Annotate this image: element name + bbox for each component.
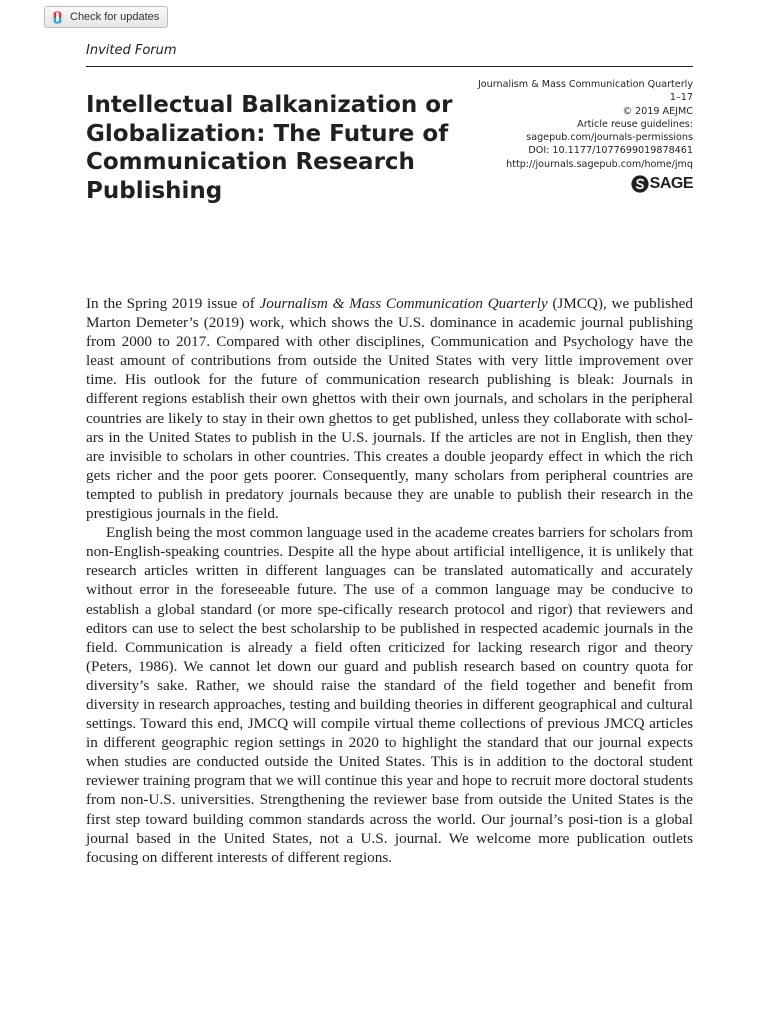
sage-circle-s-icon <box>631 175 649 193</box>
paragraph-1 <box>86 294 693 523</box>
p1-intro: In the Spring 2019 issue of <box>86 295 260 312</box>
article-body <box>86 294 693 867</box>
journal-meta <box>478 78 693 171</box>
journal-url[interactable]: http://journals.sagepub.com/home/jmq <box>506 158 693 170</box>
permissions-link[interactable]: sagepub.com/journals-permissions <box>526 132 693 144</box>
sage-logo <box>631 175 693 193</box>
article-title: Intellectual Balkanization or Globalization: The Future of Communication Research Publishing <box>86 92 453 204</box>
journal-name: Journalism & Mass Communication Quarterly <box>477 79 693 90</box>
copyright: © 2019 AEJMC <box>622 105 693 117</box>
doi[interactable]: DOI: 10.1177/1077699019878461 <box>528 145 693 157</box>
crossmark-icon <box>50 10 65 25</box>
publisher-name: SAGE <box>649 175 693 192</box>
reuse-guidelines: Article reuse guidelines: <box>577 118 693 130</box>
page-range: 1–17 <box>669 92 693 104</box>
check-for-updates-button[interactable] <box>44 6 168 28</box>
journal-title-italic: Journalism & Mass Communication Quarterly <box>259 295 548 312</box>
header-rule <box>86 66 693 67</box>
check-for-updates-label: Check for updates <box>70 11 160 23</box>
p1-rest: (JMCQ), we published Marton Demeter’s (2019) work, which shows the U.S. dominance in academic journal publishing from 2000 to 2017. Compared with other disciplines, Communication and Psychology have the least amount of contributions from outside the United States with very little improvement over time. His outlook for the future of communication research publishing is bleak: Journals in different regions establish their own ghettos with their own journals, and scholars in the peripheral countries are likely to stay in their own ghettos to get published, unless they collaborate with schol-ars in the United States to publish in the U.S. journals. If the articles are not in English, then they are invisible to scholars in other countries. This creates a double jeopardy effect in which the rich gets richer and the poor gets poorer. Consequently, many scholars from peripheral countries are tempted to publish in predatory journals because they are unable to publish their research in the prestigious journals in the field. <box>86 295 693 523</box>
section-label: Invited Forum <box>86 43 177 58</box>
paragraph-2: English being the most common language used in the academe creates barriers for scholars from non-English-speaking countries. Despite all the hype about artificial intelligence, it is unlikely that research articles written in different languages can be translated automatically and accurately without error in the foreseeable future. The use of a common language may be conducive to establish a global standard (or more spe-cifically research protocol and rigor) that reviewers and editors can use to select the best scholarship to be published in respected academic journals in the field. Communication is already a field often criticized for lacking research rigor and theory (Peters, 1986). We cannot let down our guard and publish research based on country quota for diversity’s sake. Rather, we should raise the standard of the field together and benefit from diversity in research approaches, testing and building theories in different geographical and cultural settings. Toward this end, JMCQ will compile virtual theme collections of previous JMCQ articles in different geographic region settings in 2020 to highlight the standard that our journal expects when studies are conducted outside the United States. This is in addition to the doctoral student reviewer training program that we will continue this year and hope to recruit more doctoral students from non-U.S. universities. Strengthening the reviewer base from outside the United States is the first step toward building common standards across the world. Our journal’s posi-tion is a global journal based in the United States, not a U.S. journal. We welcome more publication outlets focusing on different interests of different regions. <box>86 524 693 866</box>
